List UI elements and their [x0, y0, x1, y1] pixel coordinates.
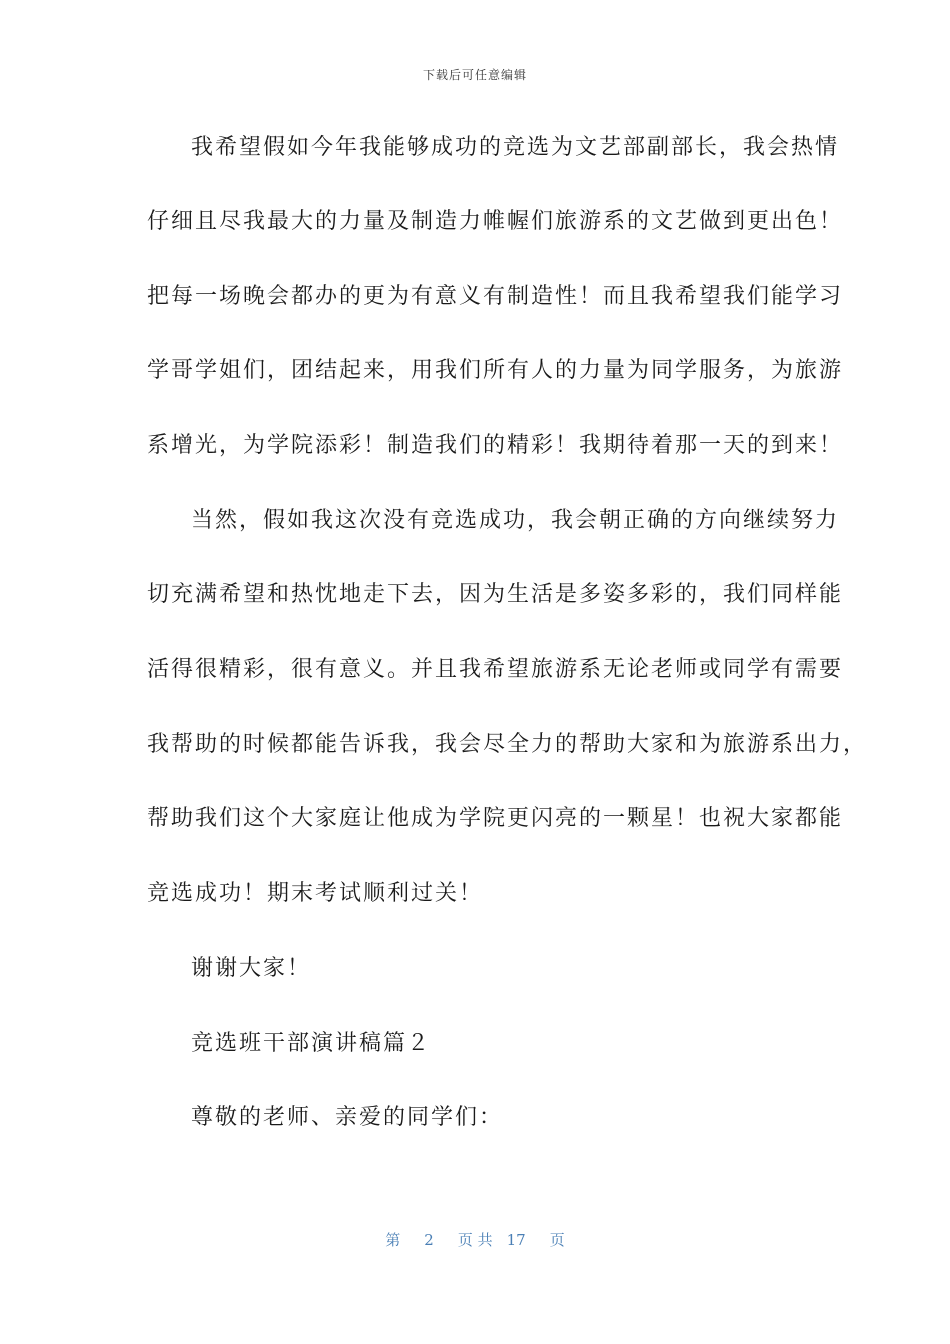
footer-page-number: 2 — [424, 1231, 434, 1249]
text-line-2: 仔细且尽我最大的力量及制造力帷幄们旅游系的文艺做到更出色！ — [147, 209, 844, 234]
text-line-12: 谢谢大家！ — [191, 956, 312, 981]
text-line-8: 活得很精彩，很有意义。并且我希望旅游系无论老师或同学有需要 — [147, 657, 844, 682]
text-line-7: 切充满希望和热忱地走下去，因为生活是多姿多彩的，我们同样能 — [147, 582, 844, 607]
text-line-11: 竞选成功！期末考试顺利过关！ — [147, 881, 484, 906]
footer-prefix: 第 — [385, 1231, 401, 1249]
page-header: 下载后可任意编辑 — [422, 68, 527, 82]
page-footer — [0, 1229, 950, 1250]
text-line-4: 学哥学姐们，团结起来，用我们所有人的力量为同学服务，为旅游 — [147, 358, 844, 383]
footer-suffix: 页 — [549, 1231, 565, 1249]
text-line-1: 我希望假如今年我能够成功的竞选为文艺部副部长，我会热情 — [191, 135, 840, 160]
footer-middle: 页 共 — [457, 1231, 493, 1249]
section-heading: 竞选班干部演讲稿篇２ — [191, 1031, 432, 1056]
salutation: 尊敬的老师、亲爱的同学们： — [191, 1105, 504, 1130]
text-line-3: 把每一场晚会都办的更为有意义有制造性！而且我希望我们能学习 — [147, 284, 844, 309]
text-line-10: 帮助我们这个大家庭让他成为学院更闪亮的一颗星！也祝大家都能 — [147, 806, 844, 831]
text-line-5: 系增光，为学院添彩！制造我们的精彩！我期待着那一天的到来！ — [147, 433, 844, 458]
footer-total-pages: 17 — [506, 1231, 526, 1249]
text-line-6: 当然，假如我这次没有竞选成功，我会朝正确的方向继续努力 — [191, 508, 840, 533]
text-line-9: 我帮助的时候都能告诉我，我会尽全力的帮助大家和为旅游系出力， — [147, 732, 868, 757]
